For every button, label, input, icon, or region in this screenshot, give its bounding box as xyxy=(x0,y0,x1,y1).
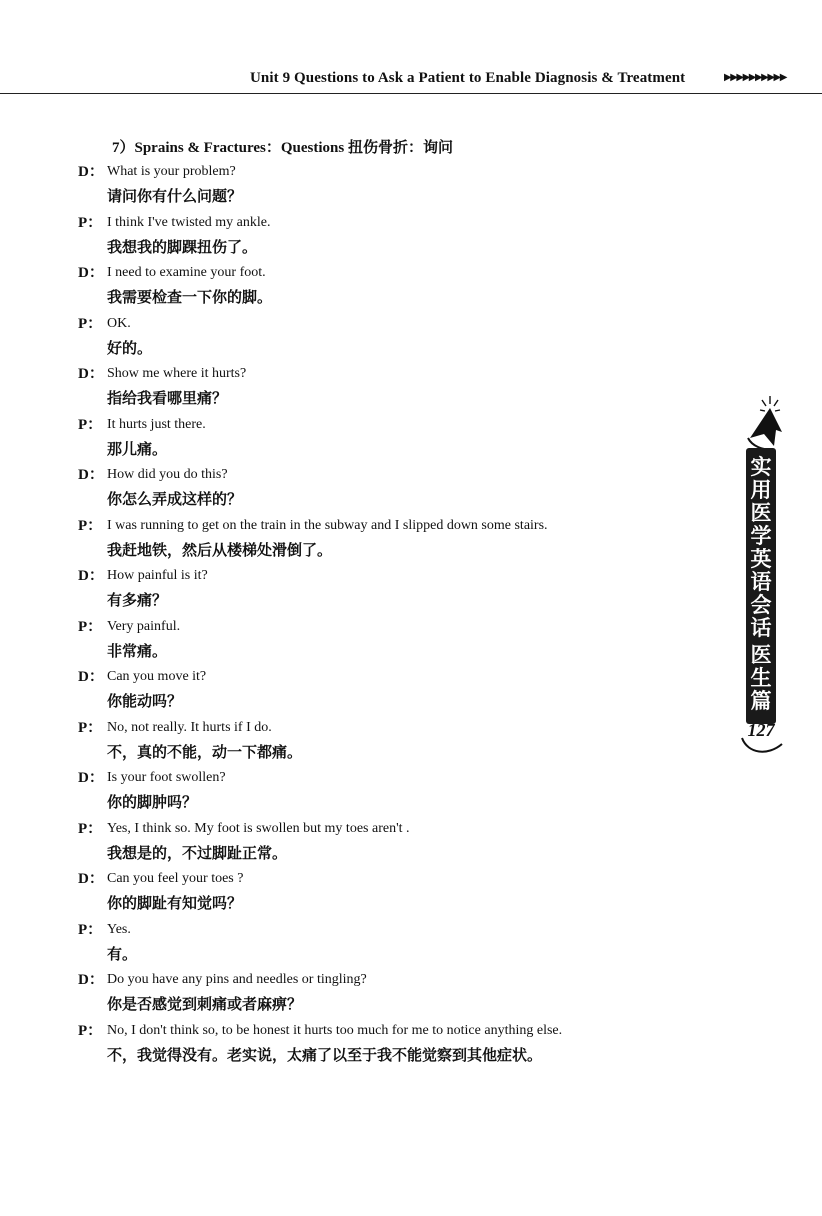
speaker-label: P： xyxy=(78,517,103,534)
header-rule xyxy=(0,93,822,94)
dialog-line xyxy=(78,565,718,616)
english-line: Yes, I think so. My foot is swollen but my toes aren't . xyxy=(107,820,410,836)
chinese-translation: 指给我看哪里痛？ xyxy=(107,389,228,407)
chinese-translation: 有多痛？ xyxy=(107,591,168,609)
dialog-line xyxy=(78,616,718,667)
speaker-label: P： xyxy=(78,1022,103,1039)
chinese-translation: 好的。 xyxy=(107,338,153,357)
chinese-translation: 有。 xyxy=(107,944,138,963)
dialog-line xyxy=(78,717,718,768)
english-line: Can you feel your toes ? xyxy=(107,871,244,886)
english-line: Can you move it? xyxy=(107,669,207,684)
dialog-line xyxy=(78,1020,718,1071)
chinese-translation: 你能动吗？ xyxy=(107,692,183,710)
speaker-label: D： xyxy=(78,164,104,180)
dialog-line xyxy=(78,515,718,566)
speaker-label: P： xyxy=(78,719,103,736)
dialog-line xyxy=(78,969,718,1020)
english-line: I need to examine your foot. xyxy=(107,265,266,280)
speaker-label: D： xyxy=(78,972,104,988)
header-arrows: ▶▶▶▶▶▶▶▶▶▶ xyxy=(724,72,786,83)
page-number: 127 xyxy=(747,720,775,740)
english-line: Show me where it hurts? xyxy=(107,366,247,381)
dialog xyxy=(78,161,718,1070)
chinese-translation: 我想我的脚踝扭伤了。 xyxy=(107,237,258,256)
dialog-line xyxy=(78,212,718,263)
chinese-translation: 我赶地铁，然后从楼梯处滑倒了。 xyxy=(107,540,333,559)
english-line: No, I don't think so, to be honest it hurts too much for me to notice anything else. xyxy=(107,1022,563,1038)
chinese-translation: 你是否感觉到刺痛或者麻痹？ xyxy=(107,995,303,1013)
chinese-translation: 你的脚趾有知觉吗？ xyxy=(107,894,243,912)
speaker-label: P： xyxy=(78,820,103,837)
section-title: 7）Sprains & Fractures：Questions 扭伤骨折：询问 xyxy=(112,140,453,156)
dialog-line xyxy=(78,919,718,970)
english-line: OK. xyxy=(107,315,131,331)
volume-label: 医生篇 xyxy=(750,643,772,713)
english-line: How painful is it? xyxy=(107,568,208,583)
pen-nib-icon xyxy=(740,394,786,454)
english-line: Yes. xyxy=(107,921,131,937)
chinese-translation: 你的脚肿吗？ xyxy=(107,793,198,811)
speaker-label: P： xyxy=(78,214,103,231)
english-line: Very painful. xyxy=(107,618,181,634)
dialog-line xyxy=(78,464,718,515)
dialog-line xyxy=(78,161,718,212)
speaker-label: D： xyxy=(78,467,104,483)
chinese-translation: 非常痛。 xyxy=(107,641,168,660)
chinese-translation: 不，我觉得没有。老实说，太痛了以至于我不能觉察到其他症状。 xyxy=(107,1045,543,1064)
chinese-translation: 不，真的不能，动一下都痛。 xyxy=(107,742,303,761)
dialog-line xyxy=(78,666,718,717)
chinese-translation: 请问你有什么问题？ xyxy=(107,187,243,205)
dialog-line xyxy=(78,262,718,313)
dialog-line xyxy=(78,767,718,818)
dialog-line xyxy=(78,818,718,869)
english-line: What is your problem? xyxy=(107,164,236,179)
speaker-label: D： xyxy=(78,871,104,887)
book-title: 实用医学英语会话 xyxy=(750,455,772,640)
english-line: I was running to get on the train in the subway and I slipped down some stairs. xyxy=(107,517,548,533)
speaker-label: D： xyxy=(78,770,104,786)
chinese-translation: 我想是的，不过脚趾正常。 xyxy=(107,843,288,862)
speaker-label: P： xyxy=(78,921,103,938)
english-line: No, not really. It hurts if I do. xyxy=(107,719,272,735)
speaker-label: D： xyxy=(78,669,104,685)
chinese-translation: 你怎么弄成这样的？ xyxy=(107,490,243,508)
dialog-line xyxy=(78,414,718,465)
speaker-label: P： xyxy=(78,618,103,635)
english-line: Is your foot swollen? xyxy=(107,770,226,785)
english-line: Do you have any pins and needles or tingling? xyxy=(107,972,367,987)
speaker-label: D： xyxy=(78,568,104,584)
running-title: Unit 9 Questions to Ask a Patient to Enable Diagnosis & Treatment xyxy=(250,70,686,86)
speaker-label: P： xyxy=(78,315,103,332)
speaker-label: D： xyxy=(78,366,104,382)
chinese-translation: 我需要检查一下你的脚。 xyxy=(107,288,273,306)
chinese-translation: 那儿痛。 xyxy=(107,439,168,458)
english-line: How did you do this? xyxy=(107,467,228,482)
dialog-line xyxy=(78,363,718,414)
side-tab xyxy=(734,394,790,754)
speaker-label: P： xyxy=(78,416,103,433)
english-line: I think I've twisted my ankle. xyxy=(107,214,271,230)
dialog-line xyxy=(78,313,718,364)
dialog-line xyxy=(78,868,718,919)
speaker-label: D： xyxy=(78,265,104,281)
english-line: It hurts just there. xyxy=(107,416,206,432)
running-header xyxy=(0,64,822,98)
